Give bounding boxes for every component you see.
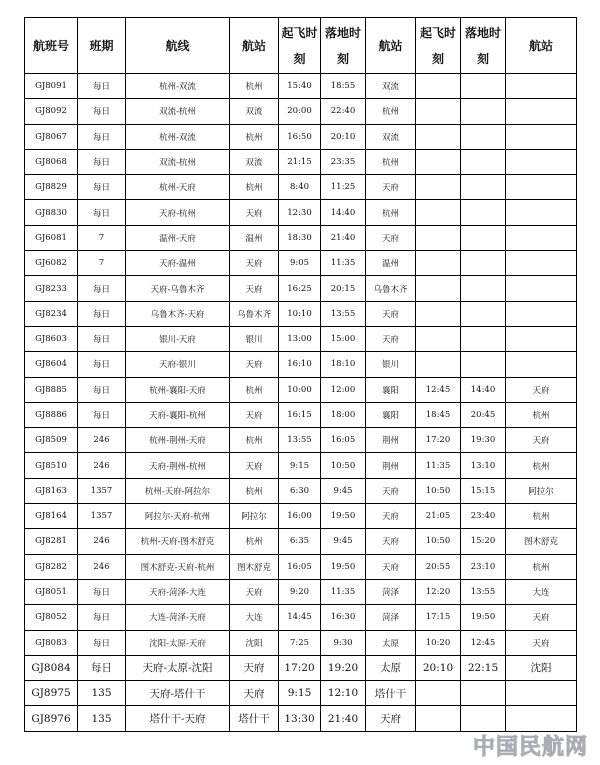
destination-station (506, 74, 577, 99)
origin-station: 杭州 (230, 175, 279, 200)
arrival-time: 19:50 (321, 504, 366, 529)
table-row (25, 453, 577, 478)
destination-station (506, 352, 577, 377)
stop-station: 双流 (366, 74, 416, 99)
route: 双流-杭州 (126, 99, 230, 124)
arrival-time: 20:15 (321, 276, 366, 301)
arrival-time-2 (461, 301, 506, 326)
table-row (25, 478, 577, 503)
stop-station: 杭州 (366, 200, 416, 225)
destination-station (506, 706, 577, 731)
table-row (25, 251, 577, 276)
departure-time-2: 11:35 (416, 453, 461, 478)
arrival-time: 11:25 (321, 175, 366, 200)
stop-station: 银川 (366, 352, 416, 377)
departure-time: 15:40 (279, 74, 321, 99)
schedule-days: 每日 (78, 200, 126, 225)
origin-station: 天府 (230, 402, 279, 427)
schedule-days: 135 (78, 706, 126, 731)
origin-station: 沈阳 (230, 630, 279, 655)
flight-number: GJ8885 (25, 377, 78, 402)
flight-number: GJ6081 (25, 225, 78, 250)
header-flight-no: 航班号 (25, 18, 78, 74)
flight-number: GJ8603 (25, 326, 78, 351)
route: 乌鲁木齐-天府 (126, 301, 230, 326)
stop-station: 天府 (366, 554, 416, 579)
departure-time: 16:05 (279, 554, 321, 579)
schedule-days: 1357 (78, 504, 126, 529)
header-row (25, 18, 577, 74)
schedule-days: 每日 (78, 605, 126, 630)
departure-time: 14:45 (279, 605, 321, 630)
stop-station: 天府 (366, 301, 416, 326)
table-row (25, 352, 577, 377)
schedule-days: 每日 (78, 630, 126, 655)
arrival-time-2 (461, 326, 506, 351)
arrival-time-2 (461, 225, 506, 250)
destination-station: 天府 (506, 605, 577, 630)
departure-time: 6:30 (279, 478, 321, 503)
arrival-time: 14:40 (321, 200, 366, 225)
route: 天府-荆州-杭州 (126, 453, 230, 478)
arrival-time: 10:50 (321, 453, 366, 478)
route: 杭州-天府 (126, 175, 230, 200)
table-row (25, 402, 577, 427)
route: 天府-乌鲁木齐 (126, 276, 230, 301)
origin-station: 杭州 (230, 74, 279, 99)
stop-station: 菏泽 (366, 605, 416, 630)
flight-number: GJ8975 (25, 681, 78, 706)
table-row (25, 504, 577, 529)
stop-station: 荆州 (366, 453, 416, 478)
schedule-days: 每日 (78, 149, 126, 174)
arrival-time-2: 23:40 (461, 504, 506, 529)
origin-station: 杭州 (230, 428, 279, 453)
departure-time-2: 10:50 (416, 529, 461, 554)
arrival-time: 9:30 (321, 630, 366, 655)
origin-station: 塔什干 (230, 706, 279, 731)
departure-time: 12:30 (279, 200, 321, 225)
departure-time-2 (416, 706, 461, 731)
route: 沈阳-太原-天府 (126, 630, 230, 655)
route: 大连-菏泽-天府 (126, 605, 230, 630)
departure-time-2: 17:20 (416, 428, 461, 453)
departure-time: 9:15 (279, 681, 321, 706)
header-station-2: 航站 (366, 18, 416, 74)
departure-time-2 (416, 225, 461, 250)
flight-number: GJ6082 (25, 251, 78, 276)
table-row (25, 681, 577, 706)
origin-station: 天府 (230, 579, 279, 604)
origin-station: 天府 (230, 276, 279, 301)
flight-number: GJ8083 (25, 630, 78, 655)
departure-time-2 (416, 681, 461, 706)
origin-station: 双流 (230, 99, 279, 124)
arrival-time: 23:35 (321, 149, 366, 174)
destination-station: 大连 (506, 579, 577, 604)
destination-station: 杭州 (506, 554, 577, 579)
route: 天府-菏泽-大连 (126, 579, 230, 604)
departure-time-2: 10:50 (416, 478, 461, 503)
destination-station (506, 99, 577, 124)
table-row (25, 605, 577, 630)
schedule-days: 每日 (78, 301, 126, 326)
arrival-time: 18:00 (321, 402, 366, 427)
departure-time-2 (416, 200, 461, 225)
header-dep-time-2: 起飞时 刻 (416, 18, 461, 74)
flight-number: GJ8164 (25, 504, 78, 529)
header-arr-time-2: 落地时 刻 (461, 18, 506, 74)
schedule-days: 每日 (78, 175, 126, 200)
departure-time: 20:00 (279, 99, 321, 124)
arrival-time: 11:35 (321, 579, 366, 604)
schedule-days: 每日 (78, 124, 126, 149)
destination-station: 杭州 (506, 402, 577, 427)
flight-number: GJ8051 (25, 579, 78, 604)
route: 杭州-天府-图木舒克 (126, 529, 230, 554)
table-row (25, 529, 577, 554)
origin-station: 双流 (230, 149, 279, 174)
stop-station: 天府 (366, 706, 416, 731)
departure-time: 13:55 (279, 428, 321, 453)
flight-schedule-table (24, 17, 577, 732)
route: 天府-襄阳-杭州 (126, 402, 230, 427)
header-schedule: 班期 (78, 18, 126, 74)
departure-time-2: 20:10 (416, 655, 461, 680)
destination-station (506, 225, 577, 250)
departure-time: 16:00 (279, 504, 321, 529)
table-row (25, 225, 577, 250)
table-row (25, 428, 577, 453)
schedule-days: 每日 (78, 352, 126, 377)
departure-time-2 (416, 149, 461, 174)
arrival-time: 20:10 (321, 124, 366, 149)
table-row (25, 124, 577, 149)
watermark-logo: 中国民航网 (472, 735, 588, 760)
route: 杭州-天府-阿拉尔 (126, 478, 230, 503)
arrival-time: 13:55 (321, 301, 366, 326)
destination-station: 天府 (506, 428, 577, 453)
origin-station: 天府 (230, 352, 279, 377)
departure-time-2 (416, 124, 461, 149)
schedule-days: 每日 (78, 326, 126, 351)
schedule-days: 246 (78, 554, 126, 579)
arrival-time-2 (461, 200, 506, 225)
schedule-days: 每日 (78, 276, 126, 301)
stop-station: 杭州 (366, 99, 416, 124)
schedule-days: 每日 (78, 377, 126, 402)
departure-time-2 (416, 74, 461, 99)
flight-number: GJ8829 (25, 175, 78, 200)
departure-time: 16:50 (279, 124, 321, 149)
table-row (25, 99, 577, 124)
table-row (25, 301, 577, 326)
arrival-time-2: 12:45 (461, 630, 506, 655)
flight-number: GJ8510 (25, 453, 78, 478)
origin-station: 天府 (230, 251, 279, 276)
arrival-time: 21:40 (321, 225, 366, 250)
flight-number: GJ8233 (25, 276, 78, 301)
table-row (25, 149, 577, 174)
arrival-time-2 (461, 149, 506, 174)
departure-time-2 (416, 326, 461, 351)
stop-station: 天府 (366, 326, 416, 351)
destination-station (506, 301, 577, 326)
arrival-time-2 (461, 706, 506, 731)
flight-number: GJ8830 (25, 200, 78, 225)
flight-number: GJ8067 (25, 124, 78, 149)
route: 双流-杭州 (126, 149, 230, 174)
route: 温州-天府 (126, 225, 230, 250)
departure-time: 17:20 (279, 655, 321, 680)
route: 天府-太原-沈阳 (126, 655, 230, 680)
destination-station (506, 276, 577, 301)
departure-time: 9:20 (279, 579, 321, 604)
route: 图木舒克-天府-杭州 (126, 554, 230, 579)
flight-number: GJ8281 (25, 529, 78, 554)
departure-time: 9:05 (279, 251, 321, 276)
destination-station: 阿拉尔 (506, 478, 577, 503)
table-row (25, 200, 577, 225)
departure-time-2 (416, 99, 461, 124)
departure-time-2: 17:15 (416, 605, 461, 630)
origin-station: 图木舒克 (230, 554, 279, 579)
stop-station: 太原 (366, 630, 416, 655)
departure-time-2 (416, 301, 461, 326)
route: 杭州-双流 (126, 124, 230, 149)
table-row (25, 706, 577, 731)
departure-time-2 (416, 352, 461, 377)
stop-station: 杭州 (366, 149, 416, 174)
origin-station: 阿拉尔 (230, 504, 279, 529)
destination-station (506, 681, 577, 706)
schedule-days: 7 (78, 251, 126, 276)
departure-time: 10:10 (279, 301, 321, 326)
departure-time: 9:15 (279, 453, 321, 478)
arrival-time-2 (461, 352, 506, 377)
arrival-time-2: 15:15 (461, 478, 506, 503)
arrival-time-2: 23:10 (461, 554, 506, 579)
destination-station (506, 326, 577, 351)
departure-time-2: 18:45 (416, 402, 461, 427)
departure-time: 7:25 (279, 630, 321, 655)
header-arr-time-1: 落地时 刻 (321, 18, 366, 74)
departure-time: 16:25 (279, 276, 321, 301)
schedule-days: 每日 (78, 655, 126, 680)
origin-station: 天府 (230, 681, 279, 706)
departure-time-2: 21:05 (416, 504, 461, 529)
arrival-time: 18:55 (321, 74, 366, 99)
arrival-time: 21:40 (321, 706, 366, 731)
route: 杭州-襄阳-天府 (126, 377, 230, 402)
table-row (25, 630, 577, 655)
table-row (25, 326, 577, 351)
stop-station: 天府 (366, 478, 416, 503)
schedule-days: 每日 (78, 579, 126, 604)
schedule-days: 每日 (78, 99, 126, 124)
origin-station: 乌鲁木齐 (230, 301, 279, 326)
arrival-time-2 (461, 175, 506, 200)
header-dep-time-1: 起飞时 刻 (279, 18, 321, 74)
header-station-3: 航站 (506, 18, 577, 74)
destination-station: 杭州 (506, 453, 577, 478)
stop-station: 天府 (366, 175, 416, 200)
schedule-days: 每日 (78, 402, 126, 427)
departure-time: 21:15 (279, 149, 321, 174)
stop-station: 荆州 (366, 428, 416, 453)
arrival-time-2 (461, 74, 506, 99)
flight-number: GJ8092 (25, 99, 78, 124)
arrival-time: 19:50 (321, 554, 366, 579)
flight-number: GJ8234 (25, 301, 78, 326)
table-row (25, 655, 577, 680)
stop-station: 天府 (366, 504, 416, 529)
destination-station (506, 200, 577, 225)
departure-time-2: 12:20 (416, 579, 461, 604)
departure-time-2 (416, 276, 461, 301)
arrival-time-2: 13:55 (461, 579, 506, 604)
schedule-days: 135 (78, 681, 126, 706)
arrival-time: 12:00 (321, 377, 366, 402)
destination-station: 天府 (506, 377, 577, 402)
departure-time-2: 12:45 (416, 377, 461, 402)
arrival-time-2: 19:50 (461, 605, 506, 630)
arrival-time: 11:35 (321, 251, 366, 276)
flight-number: GJ8052 (25, 605, 78, 630)
origin-station: 大连 (230, 605, 279, 630)
arrival-time-2: 15:20 (461, 529, 506, 554)
origin-station: 天府 (230, 200, 279, 225)
schedule-days: 246 (78, 529, 126, 554)
arrival-time: 22:40 (321, 99, 366, 124)
departure-time-2: 10:20 (416, 630, 461, 655)
flight-number: GJ8976 (25, 706, 78, 731)
arrival-time-2: 13:10 (461, 453, 506, 478)
arrival-time: 12:10 (321, 681, 366, 706)
arrival-time-2: 14:40 (461, 377, 506, 402)
arrival-time-2: 22:15 (461, 655, 506, 680)
destination-station: 沈阳 (506, 655, 577, 680)
table-row (25, 377, 577, 402)
flight-number: GJ8084 (25, 655, 78, 680)
table-row (25, 276, 577, 301)
arrival-time-2 (461, 99, 506, 124)
arrival-time: 15:00 (321, 326, 366, 351)
route: 天府-温州 (126, 251, 230, 276)
arrival-time: 19:20 (321, 655, 366, 680)
destination-station (506, 149, 577, 174)
stop-station: 天府 (366, 225, 416, 250)
origin-station: 银川 (230, 326, 279, 351)
route: 杭州-双流 (126, 74, 230, 99)
header-station-1: 航站 (230, 18, 279, 74)
table-row (25, 554, 577, 579)
route: 银川-天府 (126, 326, 230, 351)
origin-station: 杭州 (230, 478, 279, 503)
stop-station: 天府 (366, 529, 416, 554)
origin-station: 天府 (230, 655, 279, 680)
schedule-days: 每日 (78, 74, 126, 99)
departure-time-2 (416, 175, 461, 200)
stop-station: 乌鲁木齐 (366, 276, 416, 301)
arrival-time-2: 19:30 (461, 428, 506, 453)
destination-station: 图木舒克 (506, 529, 577, 554)
departure-time: 16:15 (279, 402, 321, 427)
arrival-time-2 (461, 251, 506, 276)
origin-station: 杭州 (230, 377, 279, 402)
schedule-days: 7 (78, 225, 126, 250)
arrival-time-2: 20:45 (461, 402, 506, 427)
flight-number: GJ8604 (25, 352, 78, 377)
stop-station: 温州 (366, 251, 416, 276)
arrival-time: 16:05 (321, 428, 366, 453)
destination-station: 杭州 (506, 504, 577, 529)
departure-time: 13:30 (279, 706, 321, 731)
origin-station: 天府 (230, 453, 279, 478)
flight-number: GJ8091 (25, 74, 78, 99)
schedule-days: 246 (78, 428, 126, 453)
flight-number: GJ8163 (25, 478, 78, 503)
stop-station: 双流 (366, 124, 416, 149)
destination-station (506, 251, 577, 276)
stop-station: 塔什干 (366, 681, 416, 706)
departure-time: 6:35 (279, 529, 321, 554)
table-row (25, 175, 577, 200)
departure-time-2: 20:55 (416, 554, 461, 579)
arrival-time: 9:45 (321, 478, 366, 503)
destination-station (506, 124, 577, 149)
route: 阿拉尔-天府-杭州 (126, 504, 230, 529)
departure-time: 18:30 (279, 225, 321, 250)
origin-station: 杭州 (230, 124, 279, 149)
departure-time: 8:40 (279, 175, 321, 200)
schedule-days: 1357 (78, 478, 126, 503)
destination-station: 天府 (506, 630, 577, 655)
header-route: 航线 (126, 18, 230, 74)
arrival-time: 9:45 (321, 529, 366, 554)
departure-time-2 (416, 251, 461, 276)
arrival-time-2 (461, 276, 506, 301)
table-row (25, 579, 577, 604)
route: 天府-银川 (126, 352, 230, 377)
arrival-time-2 (461, 681, 506, 706)
flight-number: GJ8509 (25, 428, 78, 453)
stop-station: 襄阳 (366, 377, 416, 402)
stop-station: 太原 (366, 655, 416, 680)
stop-station: 襄阳 (366, 402, 416, 427)
route: 天府-塔什干 (126, 681, 230, 706)
origin-station: 杭州 (230, 529, 279, 554)
route: 天府-杭州 (126, 200, 230, 225)
arrival-time-2 (461, 124, 506, 149)
flight-number: GJ8886 (25, 402, 78, 427)
stop-station: 菏泽 (366, 579, 416, 604)
table-row (25, 74, 577, 99)
origin-station: 温州 (230, 225, 279, 250)
departure-time: 13:00 (279, 326, 321, 351)
arrival-time: 18:10 (321, 352, 366, 377)
schedule-days: 246 (78, 453, 126, 478)
departure-time: 16:10 (279, 352, 321, 377)
flight-number: GJ8282 (25, 554, 78, 579)
arrival-time: 16:30 (321, 605, 366, 630)
route: 杭州-荆州-天府 (126, 428, 230, 453)
route: 塔什干-天府 (126, 706, 230, 731)
destination-station (506, 175, 577, 200)
flight-number: GJ8068 (25, 149, 78, 174)
departure-time: 10:00 (279, 377, 321, 402)
